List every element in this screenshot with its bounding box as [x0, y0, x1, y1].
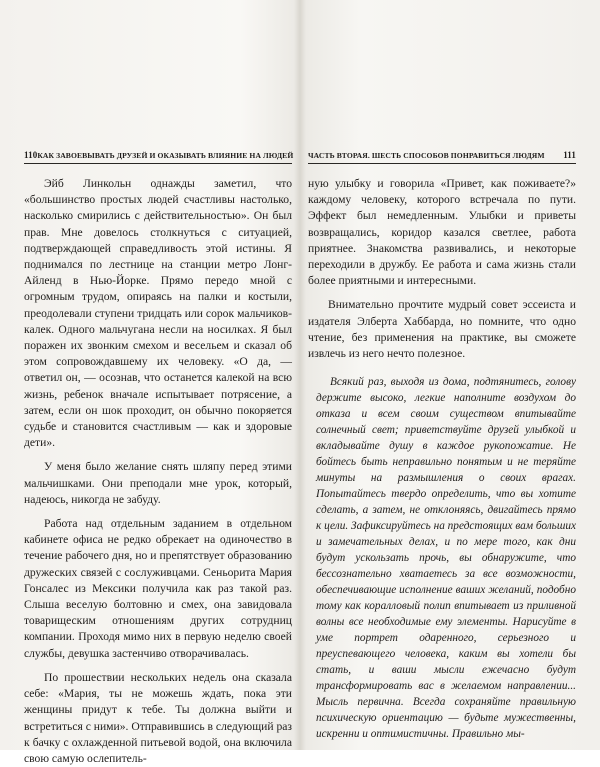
paragraph: Эйб Линкольн однажды заметил, что «большинство простых людей счастливы настолько, насколько смирились с действительностью». Он был прав. Мне довелось столкнуться с ситуацией, подтверждающей справедливость этой истины. Я поднимался по лестнице на станции метро Лонг-Айленд в Нью-Йорке. Прямо передо мной с огромным трудом, опираясь на палки и костыли, преодолевали ступени тридцать или сорок мальчиков-калек. Одного мальчугана несли на носилках. Я был поражен их звонким смехом и весельем и сказал об этом сопровождавшему их человеку. «О да, — ответил он, — осознав, что останется калекой на всю жизнь, ребенок вначале испытывает потрясение, а затем, если он шок проходит, он обычно покоряется судьбе и становится счастливым — как и здоровые дети». [24, 177, 292, 450]
paragraph: По прошествии нескольких недель она сказала себе: «Мария, ты не можешь ждать, пока эти женщины придут к тебе. Ты должна выйти и встретиться с ними». Отправившись в следующий раз к бачку с охлажденной питьевой водой, она включила свою самую ослепитель- [24, 670, 292, 765]
right-body-text [308, 176, 576, 362]
left-page [24, 150, 294, 765]
right-running-head-title: ЧАСТЬ ВТОРАЯ. ШЕСТЬ СПОСОБОВ ПОНРАВИТЬСЯ ЛЮДЯМ [308, 151, 545, 160]
quote-text: Всякий раз, выходя из дома, подтянитесь, голову держите высоко, легкие наполните воздухом до отказа и всем своим существом впитывайте солнечный свет; приветствуйте друзей улыбкой и вкладывайте душу в каждое рукопожатие. Не бойтесь быть неправильно понятым и не теряйте минуты на размышления о своих врагах. Попытайтесь твердо определить, что вы хотите сделать, а затем, не отклоняясь, двигайтесь прямо к цели. Зафиксируйтесь на предстоящих вам больших и замечательных делах, и по мере того, как дни будут ускользать прочь, вы обнаружите, что бессознательно хватаетесь за все возможности, обеспечивающие исполнение ваших желаний, подобно тому как коралловый полип впитывает из приливной волны все необходимые ему элементы. Нарисуйте в уме портрет одаренного, серьезного и преуспевающего человека, каким вы хотели бы стать, и ваши мысли ежечасно будут трансформировать вас в желаемом направлении... Мысль первична. Всегда сохраняйте правильную психическую ориентацию — будьте мужественны, искренни и оптимистичны. Правильно мы- [316, 376, 577, 741]
left-running-head [24, 150, 292, 164]
left-running-head-title: КАК ЗАВОЕВЫВАТЬ ДРУЗЕЙ И ОКАЗЫВАТЬ ВЛИЯНИЕ НА ЛЮДЕЙ [37, 151, 294, 160]
left-body-text [24, 176, 292, 767]
right-page [308, 150, 576, 740]
paragraph: ную улыбку и говорила «Привет, как поживаете?» каждому человеку, которого встречала по пути. Эффект был немедленным. Улыбки и приветы возвращались, коридор казался светлее, работа приятнее. Знакомства развивались, и некоторые переходили в дружбу. Ее работа и сама жизнь стали более приятными и интересными. [308, 177, 576, 288]
paragraph: Работа над отдельным заданием в отдельном кабинете офиса не редко обрекает на одиночество в течение рабочего дня, но и препятствует образованию дружеских связей с сослуживцами. Сеньорита Мария Гонсалес из Мексики получила как раз такой раз. Слыша веселую болтовню и смех, она завидовала товарищеским отношениям других сотрудниц компании. Проходя мимо них в первую неделю своей службы, девушка застенчиво отворачивалась. [24, 517, 292, 660]
paragraph: У меня было желание снять шляпу перед этими мальчишками. Они преподали мне урок, который, надеюсь, никогда не забуду. [24, 460, 292, 506]
left-page-number: 110 [24, 150, 38, 160]
block-quote [308, 374, 576, 742]
right-page-number: 111 [563, 150, 576, 160]
right-running-head [308, 150, 576, 164]
paragraph: Внимательно прочтите мудрый совет эссеиста и издателя Элберта Хаббарда, но помните, что одно чтение, без применения на практике, вы сможете извлечь из него нечто полезное. [308, 298, 576, 361]
